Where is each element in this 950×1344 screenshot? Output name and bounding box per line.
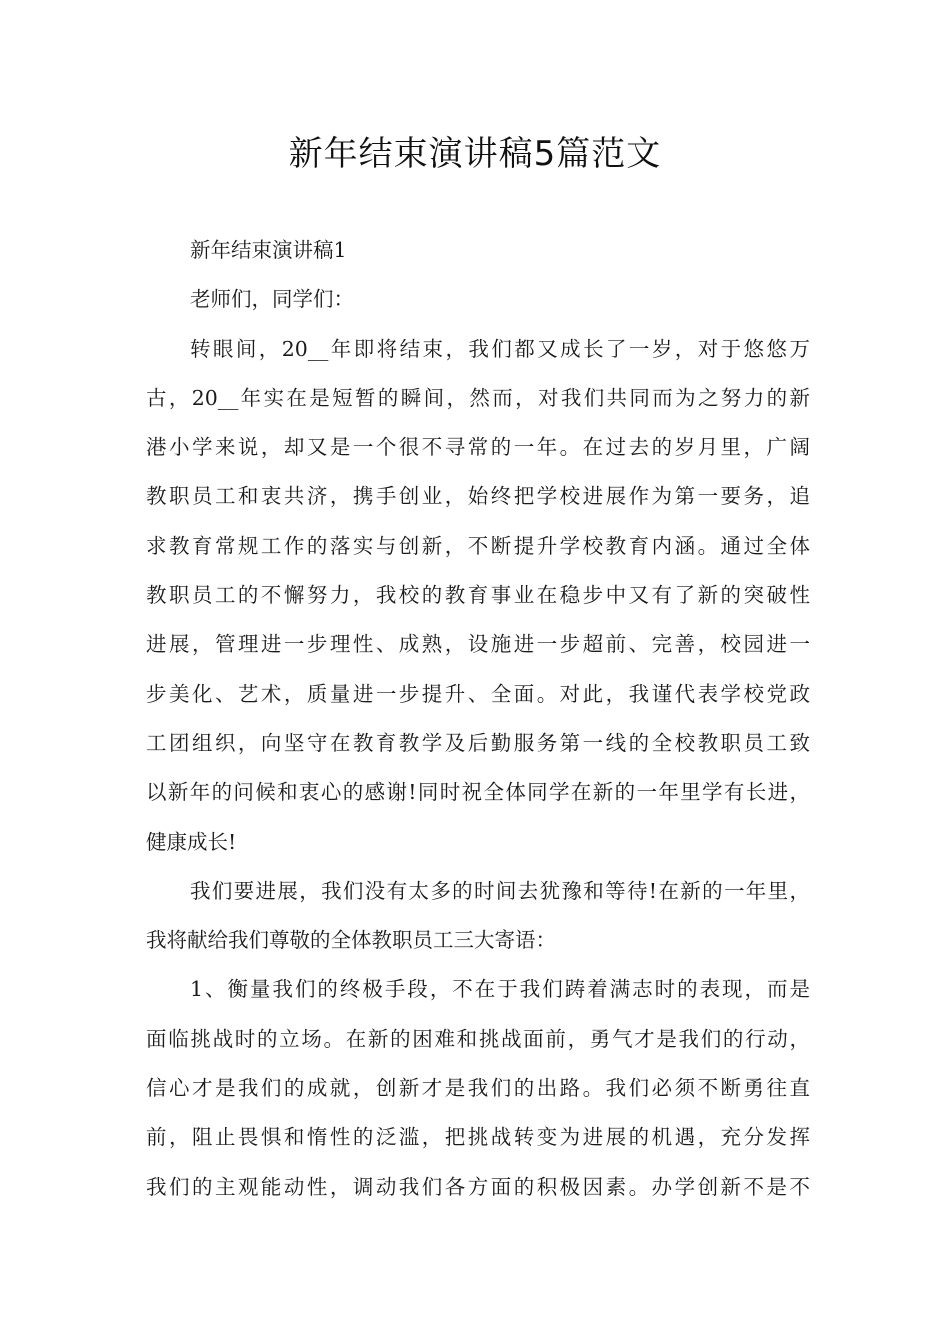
paragraph-line: 前，阻止畏惧和惰性的泛滥，把挑战转变为进展的机遇，充分发挥 (146, 1125, 810, 1150)
paragraph-line: 我们要进展，我们没有太多的时间去犹豫和等待!在新的一年里， (190, 878, 810, 903)
paragraph-line: 教职员工和衷共济，携手创业，始终把学校进展作为第一要务，追 (146, 484, 810, 509)
paragraph-line: 古，20__年实在是短暂的瞬间，然而，对我们共同而为之努力的新 (146, 385, 810, 410)
paragraph-line: 进展，管理进一步理性、成熟，设施进一步超前、完善，校园进一 (146, 632, 810, 657)
paragraph-line: 面临挑战时的立场。在新的困难和挑战面前，勇气才是我们的行动， (146, 1026, 810, 1051)
paragraph-body-2 (146, 867, 810, 966)
paragraph-line: 1、衡量我们的终极手段，不在于我们踌着满志时的表现，而是 (190, 977, 810, 1002)
paragraph-line: 新年结束演讲稿1 (190, 238, 347, 262)
paragraph-body-1 (146, 325, 810, 867)
paragraph-line: 教职员工的不懈努力，我校的教育事业在稳步中又有了新的突破性 (146, 583, 810, 608)
paragraph-line: 信心才是我们的成就，创新才是我们的出路。我们必须不断勇往直 (146, 1076, 810, 1101)
paragraph-heading (146, 226, 810, 275)
paragraph-salutation (146, 275, 810, 324)
paragraph-line: 工团组织，向坚守在教育教学及后勤服务第一线的全校教职员工致 (146, 730, 810, 755)
paragraph-line: 以新年的问候和衷心的感谢!同时祝全体同学在新的一年里学有长进， (146, 780, 810, 805)
paragraph-line: 转眼间，20__年即将结束，我们都又成长了一岁，对于悠悠万 (190, 336, 810, 361)
paragraph-line: 健康成长! (146, 829, 237, 854)
paragraph-body-3 (146, 965, 810, 1211)
paragraph-line: 我们的主观能动性，调动我们各方面的积极因素。办学创新不是不 (146, 1174, 810, 1199)
paragraph-line: 港小学来说，却又是一个很不寻常的一年。在过去的岁月里，广阔 (146, 435, 810, 460)
paragraph-line: 老师们，同学们： (190, 287, 354, 312)
paragraph-line: 步美化、艺术，质量进一步提升、全面。对此，我谨代表学校党政 (146, 681, 810, 706)
document-title: 新年结束演讲稿5篇范文 (288, 134, 662, 174)
document-body (146, 226, 810, 1212)
paragraph-line: 求教育常规工作的落实与创新，不断提升学校教育内涵。通过全体 (146, 533, 810, 558)
paragraph-line: 我将献给我们尊敬的全体教职员工三大寄语： (146, 928, 556, 953)
